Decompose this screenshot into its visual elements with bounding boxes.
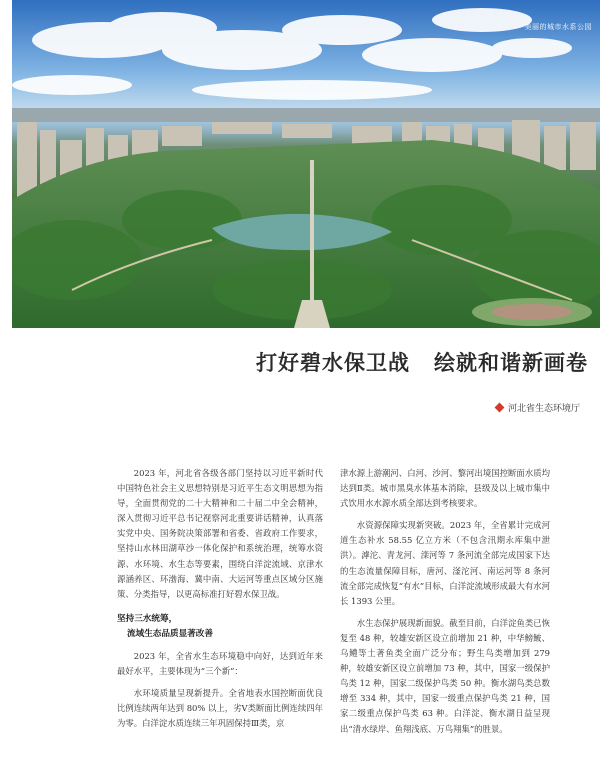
subhead-line-2: 流域生态品质显著改善	[127, 628, 213, 639]
right-column	[340, 466, 550, 737]
diamond-icon	[495, 403, 505, 413]
left-paragraph-2: 2023 年，全省水生态环境稳中向好，达到近年来最好水平，主要体现为“三个新”：	[117, 650, 323, 676]
left-paragraph-1: 2023 年，河北省各级各部门坚持以习近平新时代中国特色社会主义思想特别是习近平生态文明思想为指导，全面贯彻党的二十大精神和二十届二中全会精神，深入贯彻习近平总书记视察河北重要讲话精神，认真落实党中央、国务院决策部署和省委、省政府工作要求，坚持山水林田湖草沙一体化保护和系统治理，统筹水资源、水环境、水生态等要素，围绕白洋淀流域、京津水源涵养区、环渤海、冀中南、大运河等重点区域分区施策、分类指导，以更高标准打好碧水保卫战。	[117, 468, 323, 599]
right-paragraph-1: 津水源上游潮河、白河、沙河、黎河出境国控断面水质均达到Ⅱ类。城市黑臭水体基本消除，县级及以上城市集中式饮用水水源水质全部达到考核要求。	[340, 468, 550, 509]
left-column	[117, 466, 323, 731]
city-park-photo	[12, 0, 600, 328]
source-label: 河北省生态环境厅	[507, 404, 580, 414]
left-paragraph-3: 水环境质量呈现新提升。全省地表水国控断面优良比例连续两年达到 80% 以上，劣Ⅴ类断面比例连续四年为零。白洋淀水质连续三年巩固保持Ⅲ类，京	[117, 688, 323, 729]
aerial-park-illustration	[12, 0, 600, 328]
photo-caption: 美丽的城市水系公园	[524, 23, 592, 31]
section-subhead	[117, 612, 323, 642]
headline-part-2: 绘就和谐新画卷	[434, 351, 588, 375]
right-paragraph-2: 水资源保障实现新突破。2023 年，全省累计完成河道生态补水 58.55 亿立方米（不包含汛期永库集中泄洪）。滹沱、青龙河、滦河等 7 条河流全部完成国家下达的生态流量保障目标，唐河、滏沱河、南运河等 8 条河流全部完成恢复“有水”目标，白洋淀流域形成最大有水河长 1393 公里。	[340, 520, 550, 606]
subhead-line-1: 坚持三水统筹，	[117, 613, 178, 624]
right-paragraph-3: 水生态保护展现新面貌。截至目前，白洋淀鱼类已恢复至 48 种，较雄安新区设立前增加 21 种，中华鳑鲏、乌鳢等土著鱼类全面广泛分布；野生鸟类增加到 279 种，较雄安新区设立前增加 73 种，其中，国家一级保护鸟类 12 种，国家二级保护鸟类 50 种。衡水湖鸟类总数增至 334 种，其中，国家一级重点保护鸟类 21 种，国家二级重点保护鸟类 63 种。白洋淀、衡水湖日益呈现出“清水绿岸、鱼翔浅底、万鸟翔集”的胜景。	[340, 617, 550, 734]
headline-part-1: 打好碧水保卫战	[256, 351, 410, 375]
article-headline	[0, 347, 588, 377]
article-source	[496, 401, 580, 414]
